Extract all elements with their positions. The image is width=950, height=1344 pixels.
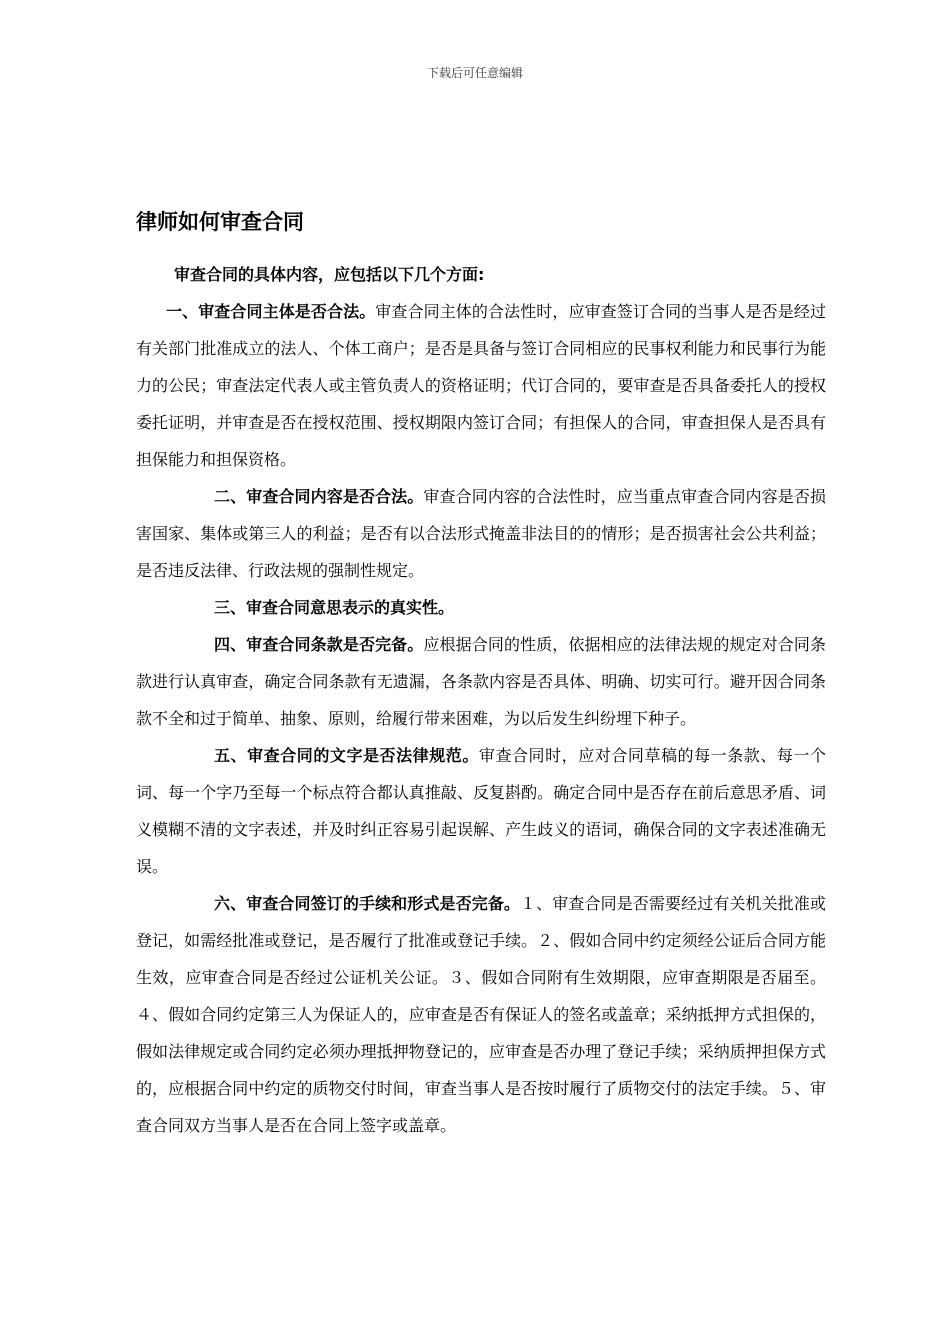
- section-paragraph: [136, 293, 826, 478]
- page-header: 下载后可任意编辑: [426, 66, 523, 80]
- intro-paragraph: 审查合同的具体内容，应包括以下几个方面:: [174, 265, 485, 284]
- section-paragraph: [136, 478, 826, 589]
- section-body: 审查合同时，应对合同草稿的每一条款、每一个词、每一个字乃至每一个标点符合都认真推敲、反复斟酌。确定合同中是否存在前后意思矛盾、词义模糊不清的文字表述，并及时纠正容易引起误解、产生歧义的语词，确保合同的文字表述准确无误。: [136, 746, 826, 876]
- document-body: [136, 256, 826, 1144]
- section-heading: 二、审查合同内容是否合法。: [214, 487, 424, 506]
- section-paragraph: [136, 589, 826, 626]
- section-heading: 三、审查合同意思表示的真实性。: [214, 598, 455, 617]
- section-paragraph: [136, 626, 826, 737]
- document-title: 律师如何审查合同: [136, 210, 304, 234]
- section-paragraph: [136, 737, 826, 885]
- section-paragraph: [136, 885, 826, 1144]
- section-body: １、审查合同是否需要经过有关机关批准或登记，如需经批准或登记，是否履行了批准或登记手续。２、假如合同中约定须经公证后合同方能生效，应审查合同是否经过公证机关公证。３、假如合同附有生效期限，应审查期限是否届至。４、假如合同约定第三人为保证人的，应审查是否有保证人的签名或盖章；采纳抵押方式担保的，假如法律规定或合同约定必须办理抵押物登记的，应审查是否办理了登记手续；采纳质押担保方式的，应根据合同中约定的质物交付时间，审查当事人是否按时履行了质物交付的法定手续。５、审查合同双方当事人是否在合同上签字或盖章。: [136, 894, 826, 1135]
- section-body: 审查合同主体的合法性时，应审查签订合同的当事人是否是经过有关部门批准成立的法人、个体工商户；是否是具备与签订合同相应的民事权利能力和民事行为能力的公民；审查法定代表人或主管负责人的资格证明；代订合同的，要审查是否具备委托人的授权委托证明，并审查是否在授权范围、授权期限内签订合同；有担保人的合同，审查担保人是否具有担保能力和担保资格。: [136, 302, 826, 469]
- section-heading: 五、审查合同的文字是否法律规范。: [214, 746, 479, 765]
- section-body: 应根据合同的性质，依据相应的法律法规的规定对合同条款进行认真审查，确定合同条款有无遗漏，各条款内容是否具体、明确、切实可行。避开因合同条款不全和过于简单、抽象、原则，给履行带来困难，为以后发生纠纷埋下种子。: [136, 635, 826, 728]
- section-heading: 四、审查合同条款是否完备。: [214, 635, 424, 654]
- section-heading: 六、审查合同签订的手续和形式是否完备。: [214, 894, 521, 913]
- section-heading: 一、审查合同主体是否合法。: [166, 302, 376, 321]
- section-body: 审查合同内容的合法性时，应当重点审查合同内容是否损害国家、集体或第三人的利益；是否有以合法形式掩盖非法目的的情形；是否损害社会公共利益；是否违反法律、行政法规的强制性规定。: [136, 487, 826, 580]
